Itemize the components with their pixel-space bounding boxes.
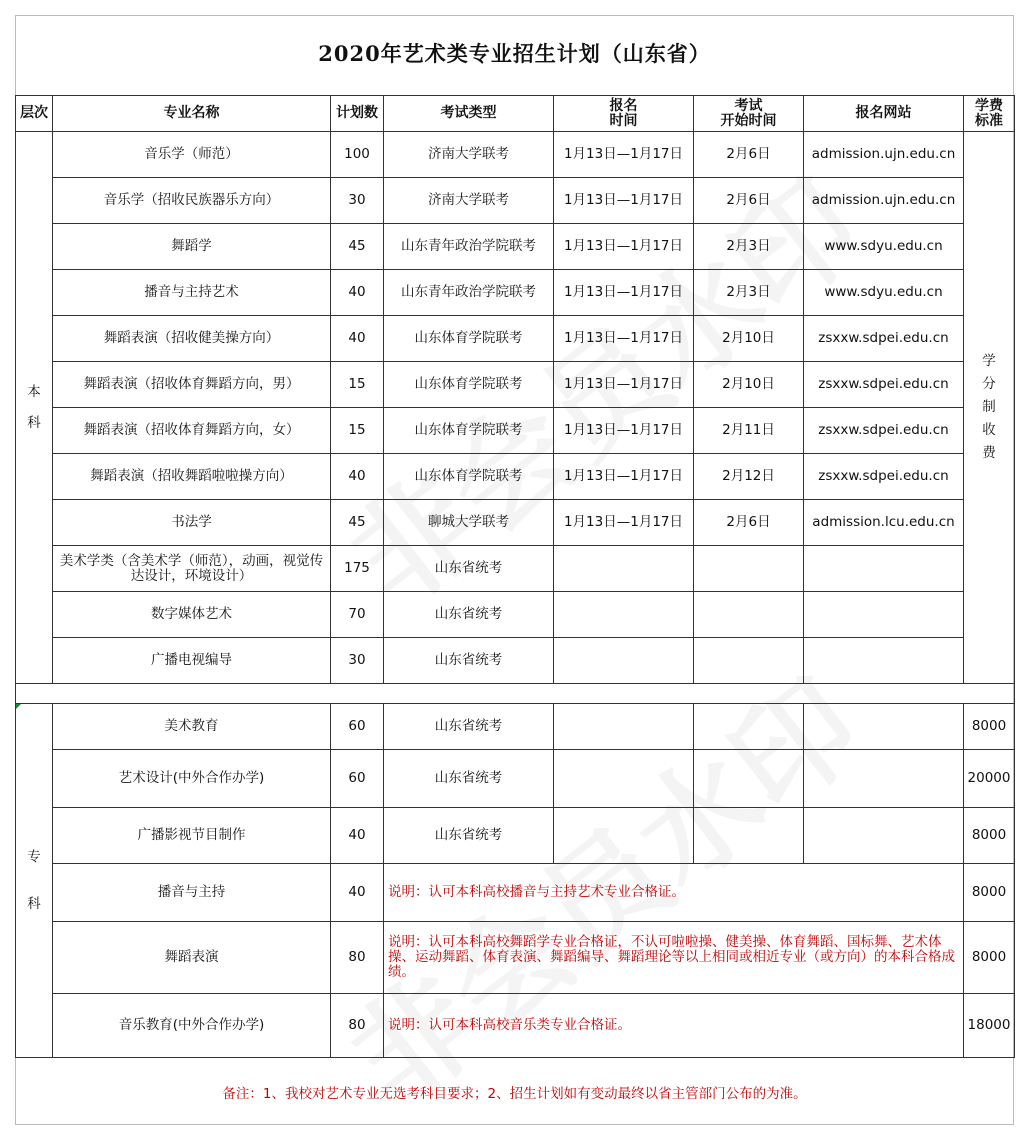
reg-time [554, 750, 694, 808]
reg-time: 1月13日—1月17日 [554, 454, 694, 500]
header-plan: 计划数 [331, 96, 384, 132]
reg-time: 1月13日—1月17日 [554, 500, 694, 546]
requirement-note: 说明：认可本科高校音乐类专业合格证。 [384, 994, 964, 1058]
exam-type: 山东体育学院联考 [384, 362, 554, 408]
major-name: 广播电视编导 [53, 638, 331, 684]
plan-count: 30 [331, 178, 384, 224]
plan-count: 40 [331, 808, 384, 864]
fee-credit-system-char: 收 [982, 422, 996, 438]
exam-start: 2月3日 [694, 270, 804, 316]
major-name: 播音与主持艺术 [53, 270, 331, 316]
major-name: 播音与主持 [53, 864, 331, 922]
exam-start: 2月11日 [694, 408, 804, 454]
header-exam-type: 考试类型 [384, 96, 554, 132]
table-row [16, 750, 1015, 808]
plan-count: 40 [331, 270, 384, 316]
plan-count: 100 [331, 132, 384, 178]
plan-count: 40 [331, 316, 384, 362]
plan-count: 175 [331, 546, 384, 592]
major-name: 美术教育 [53, 704, 331, 750]
table-row [16, 408, 1015, 454]
tuition-fee: 8000 [964, 808, 1015, 864]
header-exam-start: 考试 开始时间 [694, 96, 804, 132]
major-name: 舞蹈学 [53, 224, 331, 270]
table-row [16, 132, 1015, 178]
section-gap [16, 684, 1015, 704]
page-title: 2020年艺术类专业招生计划（山东省） [318, 41, 711, 66]
table-row [16, 808, 1015, 864]
reg-time [554, 546, 694, 592]
reg-website: admission.ujn.edu.cn [804, 178, 964, 224]
exam-start: 2月10日 [694, 362, 804, 408]
table-row [16, 592, 1015, 638]
plan-count: 80 [331, 922, 384, 994]
exam-start: 2月12日 [694, 454, 804, 500]
exam-type: 山东省统考 [384, 638, 554, 684]
plan-count: 70 [331, 592, 384, 638]
table-row [16, 546, 1015, 592]
exam-type: 济南大学联考 [384, 132, 554, 178]
reg-website [804, 704, 964, 750]
level-undergrad-char: 科 [27, 414, 41, 431]
requirement-note: 说明：认可本科高校播音与主持艺术专业合格证。 [384, 864, 964, 922]
reg-website [804, 592, 964, 638]
level-college [16, 704, 53, 1058]
table-row [16, 224, 1015, 270]
exam-start: 2月6日 [694, 500, 804, 546]
major-name: 舞蹈表演（招收健美操方向） [53, 316, 331, 362]
tuition-fee: 20000 [964, 750, 1015, 808]
exam-type: 山东省统考 [384, 546, 554, 592]
exam-start: 2月6日 [694, 178, 804, 224]
reg-time [554, 808, 694, 864]
major-name: 音乐教育(中外合作办学) [53, 994, 331, 1058]
tuition-fee: 8000 [964, 922, 1015, 994]
exam-type: 山东体育学院联考 [384, 454, 554, 500]
exam-start [694, 808, 804, 864]
reg-website [804, 750, 964, 808]
table-row [16, 362, 1015, 408]
table-row [16, 864, 1015, 922]
table-row [16, 922, 1015, 994]
cell-marker [16, 704, 21, 709]
major-name: 舞蹈表演 [53, 922, 331, 994]
table-row [16, 316, 1015, 362]
plan-count: 45 [331, 500, 384, 546]
exam-start [694, 638, 804, 684]
requirement-note: 说明：认可本科高校舞蹈学专业合格证，不认可啦啦操、健美操、体育舞蹈、国标舞、艺术体操、运动舞蹈、体育表演、舞蹈编导、舞蹈理论等以上相同或相近专业（或方向）的本科合格成绩。 [384, 922, 964, 994]
reg-time: 1月13日—1月17日 [554, 362, 694, 408]
reg-website: admission.lcu.edu.cn [804, 500, 964, 546]
remark-note: 备注：1、我校对艺术专业无选考科目要求；2、招生计划如有变动最终以省主管部门公布的为准。 [222, 1086, 807, 1102]
fee-credit-system-char: 制 [982, 399, 996, 415]
tuition-fee: 18000 [964, 994, 1015, 1058]
header-major: 专业名称 [53, 96, 331, 132]
plan-count: 80 [331, 994, 384, 1058]
plan-count: 15 [331, 362, 384, 408]
table-row [16, 178, 1015, 224]
reg-website: www.sdyu.edu.cn [804, 270, 964, 316]
fee-credit-system-char: 学 [982, 353, 996, 369]
table-row [16, 500, 1015, 546]
level-undergrad-char: 本 [27, 383, 41, 400]
exam-type: 山东青年政治学院联考 [384, 270, 554, 316]
table-row [16, 704, 1015, 750]
section-gap-cell [16, 684, 1015, 704]
level-college-char: 科 [27, 895, 41, 912]
exam-type: 聊城大学联考 [384, 500, 554, 546]
reg-time: 1月13日—1月17日 [554, 270, 694, 316]
exam-type: 山东体育学院联考 [384, 316, 554, 362]
exam-start [694, 750, 804, 808]
reg-time: 1月13日—1月17日 [554, 178, 694, 224]
reg-website: zsxxw.sdpei.edu.cn [804, 454, 964, 500]
reg-time: 1月13日—1月17日 [554, 408, 694, 454]
header-level: 层次 [16, 96, 53, 132]
reg-website [804, 546, 964, 592]
major-name: 美术学类（含美术学（师范），动画，视觉传达设计，环境设计） [53, 546, 331, 592]
table-row [16, 994, 1015, 1058]
major-name: 艺术设计(中外合作办学) [53, 750, 331, 808]
major-name: 舞蹈表演（招收舞蹈啦啦操方向） [53, 454, 331, 500]
reg-website: admission.ujn.edu.cn [804, 132, 964, 178]
plan-count: 30 [331, 638, 384, 684]
exam-start: 2月6日 [694, 132, 804, 178]
header-row [16, 96, 1015, 132]
level-college-char: 专 [27, 848, 41, 865]
major-name: 音乐学（招收民族器乐方向） [53, 178, 331, 224]
reg-time: 1月13日—1月17日 [554, 224, 694, 270]
exam-start: 2月10日 [694, 316, 804, 362]
exam-start: 2月3日 [694, 224, 804, 270]
exam-type: 山东省统考 [384, 704, 554, 750]
table-row [16, 270, 1015, 316]
exam-start [694, 546, 804, 592]
tuition-fee: 8000 [964, 704, 1015, 750]
plan-count: 60 [331, 750, 384, 808]
major-name: 书法学 [53, 500, 331, 546]
header-website: 报名网站 [804, 96, 964, 132]
plan-count: 40 [331, 864, 384, 922]
reg-website: zsxxw.sdpei.edu.cn [804, 362, 964, 408]
exam-start [694, 704, 804, 750]
table-row [16, 454, 1015, 500]
plan-count: 45 [331, 224, 384, 270]
reg-time [554, 592, 694, 638]
major-name: 数字媒体艺术 [53, 592, 331, 638]
fee-credit-system-char: 分 [982, 376, 996, 392]
exam-type: 山东省统考 [384, 750, 554, 808]
plan-count: 60 [331, 704, 384, 750]
exam-type: 山东省统考 [384, 808, 554, 864]
reg-time: 1月13日—1月17日 [554, 316, 694, 362]
table-row [16, 638, 1015, 684]
exam-start [694, 592, 804, 638]
header-fee: 学费 标准 [964, 96, 1015, 132]
reg-website [804, 808, 964, 864]
exam-type: 山东体育学院联考 [384, 408, 554, 454]
major-name: 广播影视节目制作 [53, 808, 331, 864]
major-name: 舞蹈表演（招收体育舞蹈方向，男） [53, 362, 331, 408]
exam-type: 山东青年政治学院联考 [384, 224, 554, 270]
exam-type: 济南大学联考 [384, 178, 554, 224]
fee-credit-system [964, 132, 1015, 684]
reg-time [554, 704, 694, 750]
reg-time [554, 638, 694, 684]
reg-website: www.sdyu.edu.cn [804, 224, 964, 270]
exam-type: 山东省统考 [384, 592, 554, 638]
reg-website [804, 638, 964, 684]
plan-count: 40 [331, 454, 384, 500]
fee-credit-system-char: 费 [982, 445, 996, 461]
header-reg-time: 报名 时间 [554, 96, 694, 132]
level-undergrad [16, 132, 53, 684]
tuition-fee: 8000 [964, 864, 1015, 922]
reg-website: zsxxw.sdpei.edu.cn [804, 408, 964, 454]
major-name: 舞蹈表演（招收体育舞蹈方向，女） [53, 408, 331, 454]
reg-time: 1月13日—1月17日 [554, 132, 694, 178]
plan-count: 15 [331, 408, 384, 454]
reg-website: zsxxw.sdpei.edu.cn [804, 316, 964, 362]
admission-plan-table [15, 95, 1015, 1058]
major-name: 音乐学（师范） [53, 132, 331, 178]
